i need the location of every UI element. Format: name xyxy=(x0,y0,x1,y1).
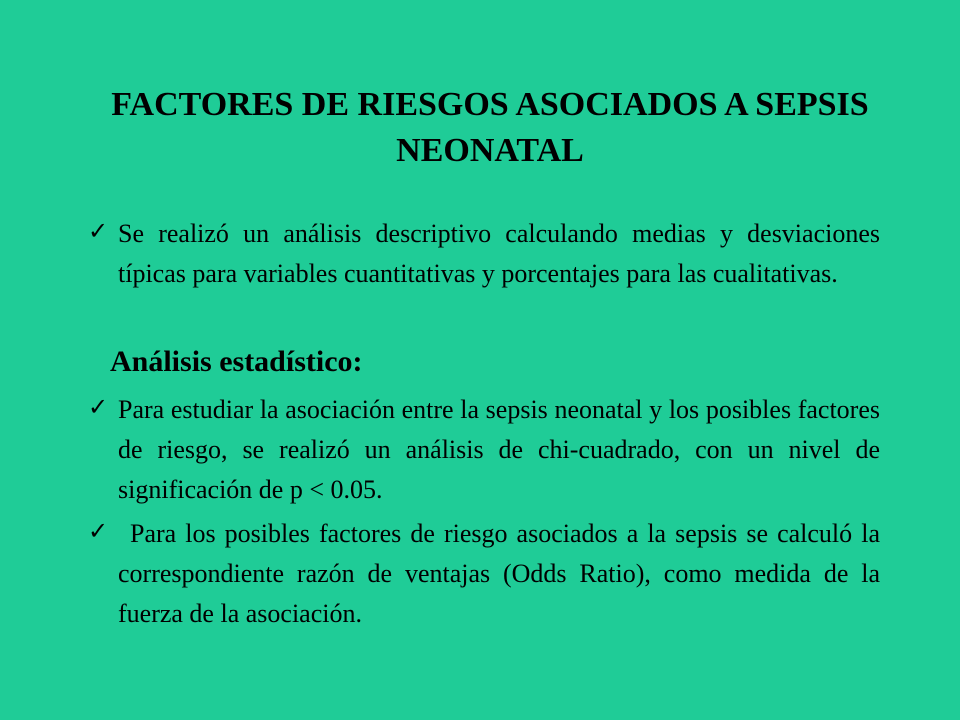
bullet-text: Para estudiar la asociación entre la sepsis neonatal y los posibles factores de riesgo, se realizó un análisis de chi-cuadrado, con un nivel de significación de p < 0.05. xyxy=(118,395,880,504)
bullet-item xyxy=(88,390,880,510)
slide-title: FACTORES DE RIESGOS ASOCIADOS A SEPSIS NEONATAL xyxy=(111,86,869,169)
check-icon: ✓ xyxy=(88,217,109,245)
check-icon: ✓ xyxy=(88,517,109,545)
bullet-item xyxy=(88,514,880,634)
section-subheading: Análisis estadístico: xyxy=(110,345,363,378)
bullet-text: Para los posibles factores de riesgo asociados a la sepsis se calculó la correspondiente razón de ventajas (Odds Ratio), como medida de la fuerza de la asociación. xyxy=(118,519,880,628)
check-icon: ✓ xyxy=(88,393,109,421)
bullet-item xyxy=(88,214,880,294)
bullet-text: Se realizó un análisis descriptivo calculando medias y desviaciones típicas para variables cuantitativas y porcentajes para las cualitativas. xyxy=(118,219,880,288)
